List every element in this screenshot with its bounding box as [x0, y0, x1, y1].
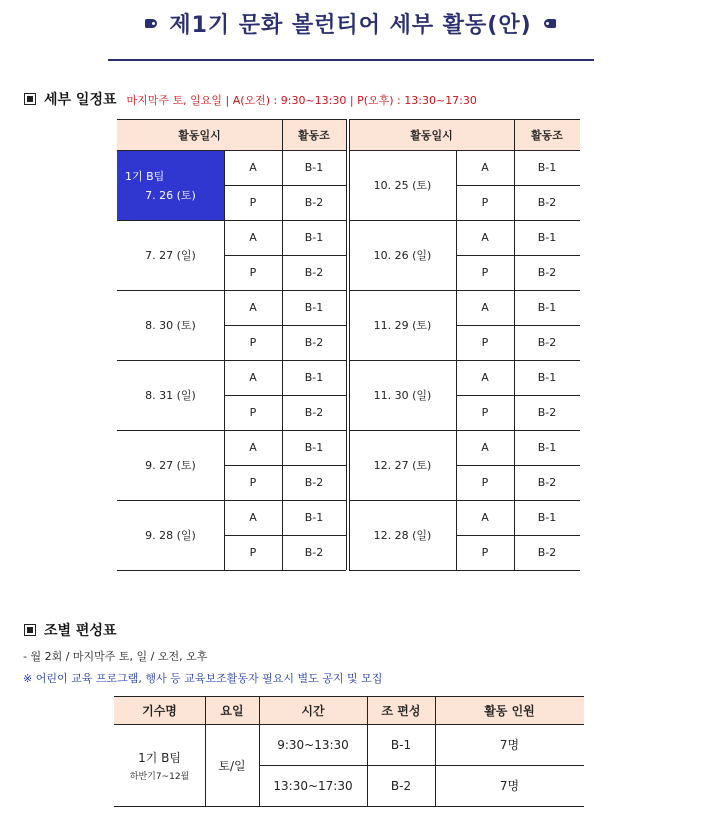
- header-group-right: 활동조: [514, 119, 580, 150]
- grid-line: [349, 360, 580, 361]
- grid-line: [224, 185, 346, 186]
- slot-cell: A: [481, 441, 489, 454]
- slot-cell: A: [481, 231, 489, 244]
- group-cell: B-1: [537, 371, 557, 384]
- grid-line: [456, 325, 580, 326]
- slot-cell: A: [481, 161, 489, 174]
- gt-count-1: 7명: [499, 738, 520, 752]
- group-cell: B-1: [304, 511, 324, 524]
- date-cell: 8. 30 (토): [145, 319, 196, 332]
- group-line2: ※ 어린이 교육 프로그램, 행사 등 교육보조활동자 필요시 별도 공지 및 모집: [23, 672, 383, 685]
- gt-team-name: 1기 B팀: [138, 750, 181, 765]
- grid-line: [514, 119, 515, 570]
- grid-line: [349, 290, 580, 291]
- slot-cell: P: [481, 546, 489, 559]
- square-bullet-icon: [24, 624, 36, 636]
- title-area: [0, 8, 701, 39]
- grid-line: [349, 150, 580, 151]
- schedule-heading-text: 세부 일정표: [44, 92, 117, 108]
- gt-group-1: B-1: [390, 737, 412, 752]
- group-cell: B-2: [537, 336, 557, 349]
- grid-line: [349, 570, 580, 571]
- group-heading: [24, 620, 117, 640]
- slot-cell: A: [481, 371, 489, 384]
- slot-cell: P: [249, 546, 257, 559]
- group-cell: B-1: [537, 441, 557, 454]
- grid-line: [224, 395, 346, 396]
- date-label: 7. 26 (토): [145, 188, 196, 202]
- tag-left-icon: [145, 19, 157, 28]
- gt-header-name: 기수명: [114, 696, 205, 724]
- grid-line: [117, 150, 346, 151]
- group-heading-text: 조별 편성표: [44, 623, 117, 639]
- header-date-left: 활동일시: [117, 119, 282, 150]
- group-cell: B-2: [537, 476, 557, 489]
- grid-line: [117, 500, 346, 501]
- grid-line: [456, 185, 580, 186]
- highlight-team-label: 1기 B팀: [125, 169, 165, 183]
- slot-cell: P: [481, 406, 489, 419]
- title-underline: [108, 59, 594, 61]
- date-cell: 12. 27 (토): [373, 459, 432, 472]
- tag-right-icon: [544, 19, 556, 28]
- slot-cell: A: [249, 231, 257, 244]
- center-divider: [346, 119, 347, 570]
- slot-cell: A: [249, 301, 257, 314]
- gt-group-2: B-2: [390, 778, 412, 793]
- slot-cell: P: [249, 266, 257, 279]
- date-cell: 11. 30 (일): [373, 389, 432, 402]
- group-cell: B-1: [537, 231, 557, 244]
- slot-cell: P: [249, 476, 257, 489]
- header-date-right: 활동일시: [349, 119, 514, 150]
- group-cell: B-1: [537, 301, 557, 314]
- square-bullet-icon: [24, 93, 36, 105]
- gt-header-count: 활동 인원: [435, 696, 584, 724]
- gt-header-group: 조 편성: [367, 696, 435, 724]
- slot-cell: A: [481, 511, 489, 524]
- slot-cell: A: [481, 301, 489, 314]
- gt-team-cell: [114, 724, 205, 806]
- slot-cell: A: [249, 161, 257, 174]
- group-cell: B-2: [304, 476, 324, 489]
- date-cell: 7. 27 (일): [145, 249, 196, 262]
- gt-header-time: 시간: [259, 696, 367, 724]
- date-cell: 9. 27 (토): [145, 459, 196, 472]
- gt-count-2: 7명: [499, 779, 520, 793]
- page-title: 제1기 문화 볼런티어 세부 활동(안): [169, 13, 532, 38]
- group-cell: B-1: [304, 371, 324, 384]
- grid-line: [224, 465, 346, 466]
- date-cell: 9. 28 (일): [145, 529, 196, 542]
- slot-cell: A: [249, 511, 257, 524]
- date-cell: 11. 29 (토): [373, 319, 432, 332]
- group-cell: B-2: [537, 266, 557, 279]
- slot-cell: P: [481, 266, 489, 279]
- slot-cell: P: [481, 336, 489, 349]
- date-cell: 10. 26 (일): [373, 249, 432, 262]
- group-cell: B-1: [304, 161, 324, 174]
- date-cell: 8. 31 (일): [145, 389, 196, 402]
- grid-line: [224, 325, 346, 326]
- header-group-left: 활동조: [282, 119, 346, 150]
- slot-cell: A: [249, 441, 257, 454]
- grid-line: [224, 255, 346, 256]
- slot-cell: P: [481, 196, 489, 209]
- group-cell: B-2: [304, 336, 324, 349]
- grid-line: [224, 535, 346, 536]
- group-cell: B-2: [537, 196, 557, 209]
- group-line1: - 월 2회 / 마지막주 토, 일 / 오전, 오후: [23, 650, 208, 663]
- grid-line: [117, 119, 346, 120]
- group-cell: B-1: [304, 301, 324, 314]
- grid-line: [117, 430, 346, 431]
- slot-cell: P: [249, 336, 257, 349]
- gt-time-2: 13:30~17:30: [273, 778, 353, 793]
- gt-days: 토/일: [218, 758, 246, 773]
- grid-line: [456, 535, 580, 536]
- grid-line: [456, 465, 580, 466]
- grid-line: [349, 500, 580, 501]
- group-cell: B-2: [304, 196, 324, 209]
- schedule-note: 마지막주 토, 일요일 | A(오전) : 9:30~13:30 | P(오후) : 13:30~17:30: [126, 94, 477, 107]
- grid-line: [456, 150, 457, 570]
- group-cell: B-1: [537, 161, 557, 174]
- group-cell: B-2: [537, 546, 557, 559]
- slot-cell: A: [249, 371, 257, 384]
- slot-cell: P: [249, 406, 257, 419]
- grid-line: [456, 395, 580, 396]
- grid-line: [224, 150, 225, 570]
- grid-line: [456, 255, 580, 256]
- group-cell: B-2: [304, 266, 324, 279]
- grid-line: [117, 220, 346, 221]
- page-title-line: [133, 8, 567, 39]
- schedule-heading: [24, 89, 477, 109]
- gt-team-sub: 하반기7~12월: [129, 771, 190, 782]
- highlight-date-cell: [117, 150, 224, 220]
- gt-time-1: 9:30~13:30: [277, 737, 349, 752]
- slot-cell: P: [249, 196, 257, 209]
- grid-line: [349, 220, 580, 221]
- grid-line: [349, 119, 580, 120]
- group-cell: B-1: [537, 511, 557, 524]
- grid-line: [117, 360, 346, 361]
- date-cell: 12. 28 (일): [373, 529, 432, 542]
- date-cell: 10. 25 (토): [373, 179, 432, 192]
- grid-line: [117, 570, 346, 571]
- grid-line: [349, 430, 580, 431]
- group-cell: B-2: [304, 546, 324, 559]
- grid-line: [282, 119, 283, 570]
- gt-header-day: 요일: [205, 696, 259, 724]
- group-cell: B-2: [304, 406, 324, 419]
- group-cell: B-1: [304, 231, 324, 244]
- center-divider: [349, 119, 350, 570]
- group-cell: B-2: [537, 406, 557, 419]
- group-cell: B-1: [304, 441, 324, 454]
- slot-cell: P: [481, 476, 489, 489]
- grid-line: [117, 290, 346, 291]
